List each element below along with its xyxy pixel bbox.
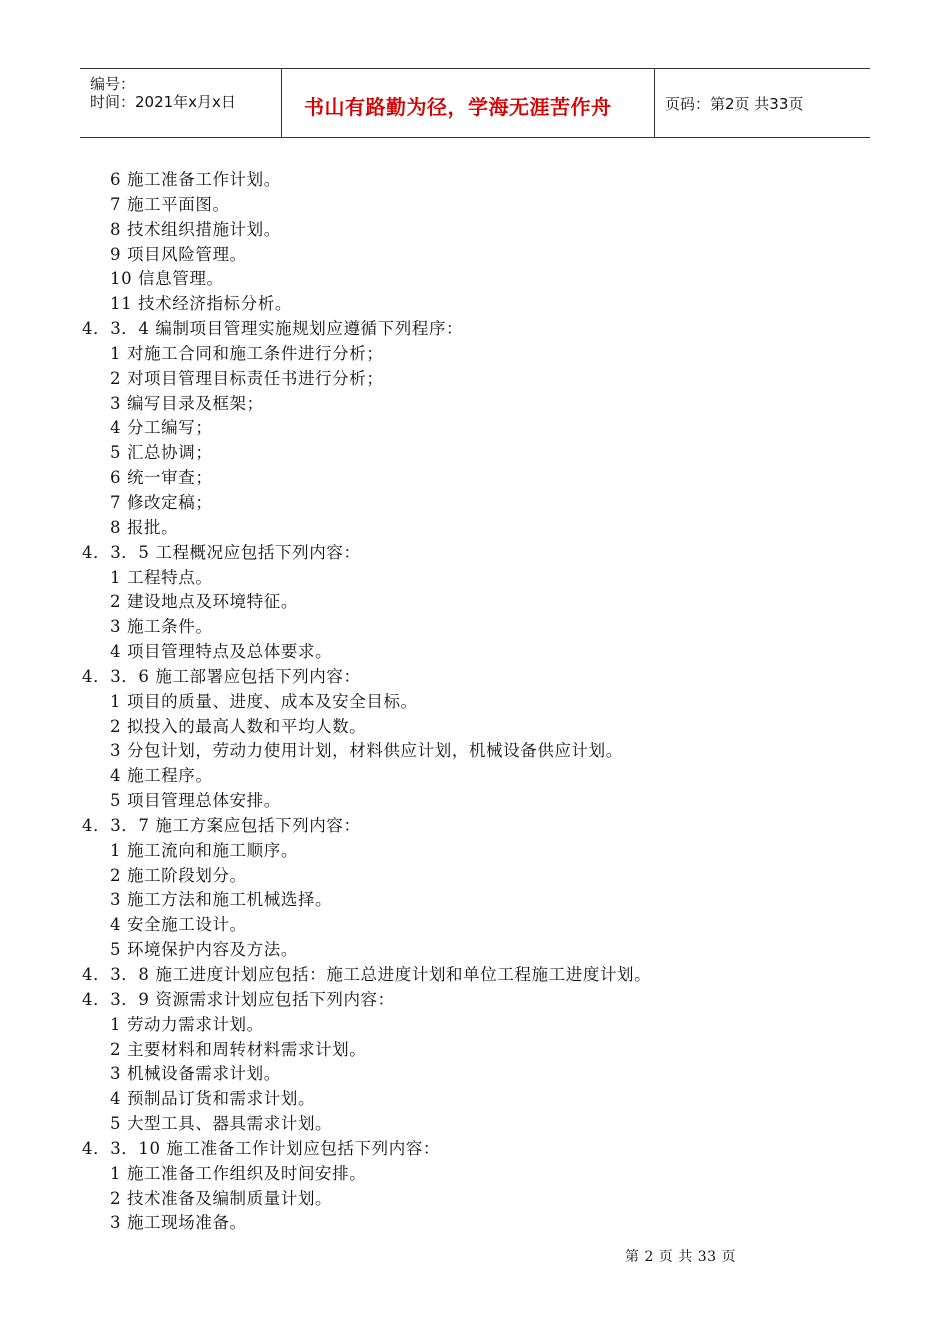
page-header xyxy=(80,68,870,138)
list-item: 2 拟投入的最高人数和平均人数。 xyxy=(110,716,367,736)
header-motto-cell xyxy=(282,69,655,137)
list-item: 1 施工准备工作组织及时间安排。 xyxy=(110,1163,367,1183)
list-item: 4 分工编写； xyxy=(110,418,213,438)
list-item: 2 技术准备及编制质量计划。 xyxy=(110,1188,333,1208)
header-page-cell xyxy=(655,69,870,137)
section-heading: 4．3．5 工程概况应包括下列内容： xyxy=(82,542,361,562)
section-heading: 4．3．6 施工部署应包括下列内容： xyxy=(82,666,361,686)
list-item: 5 环境保护内容及方法。 xyxy=(110,940,298,960)
list-item: 10 信息管理。 xyxy=(110,269,224,289)
section-heading: 4．3．4 编制项目管理实施规划应遵循下列程序： xyxy=(82,319,464,339)
list-item: 3 施工现场准备。 xyxy=(110,1213,247,1233)
list-item: 1 项目的质量、进度、成本及安全目标。 xyxy=(110,691,418,711)
list-item: 6 施工准备工作计划。 xyxy=(110,170,281,189)
list-item: 3 编写目录及框架； xyxy=(110,393,264,413)
list-item: 3 施工条件。 xyxy=(110,617,213,637)
list-item: 1 劳动力需求计划。 xyxy=(110,1014,264,1034)
list-item: 3 分包计划，劳动力使用计划，材料供应计划，机械设备供应计划。 xyxy=(110,741,623,761)
page-footer: 第 2 页 共 33 页 xyxy=(625,1249,736,1265)
number-label: 编号： xyxy=(90,75,136,93)
list-item: 5 项目管理总体安排。 xyxy=(110,791,281,811)
list-item: 7 施工平面图。 xyxy=(110,194,230,214)
list-item: 1 施工流向和施工顺序。 xyxy=(110,840,298,860)
list-item: 6 统一审查； xyxy=(110,468,213,488)
list-item: 3 机械设备需求计划。 xyxy=(110,1064,281,1084)
list-item: 4 安全施工设计。 xyxy=(110,915,247,935)
list-item: 3 施工方法和施工机械选择。 xyxy=(110,890,333,910)
list-item: 2 施工阶段划分。 xyxy=(110,865,247,885)
list-item: 7 修改定稿； xyxy=(110,492,213,512)
list-item: 1 对施工合同和施工条件进行分析； xyxy=(110,343,384,363)
section-heading: 4．3．8 施工进度计划应包括：施工总进度计划和单位工程施工进度计划。 xyxy=(82,965,652,984)
list-item: 5 汇总协调； xyxy=(110,443,213,463)
list-item: 4 项目管理特点及总体要求。 xyxy=(110,642,333,662)
list-item: 4 施工程序。 xyxy=(110,766,213,786)
list-item: 5 大型工具、器具需求计划。 xyxy=(110,1114,333,1134)
list-item: 1 工程特点。 xyxy=(110,567,213,587)
list-item: 2 对项目管理目标责任书进行分析； xyxy=(110,368,384,388)
section-heading: 4．3．10 施工准备工作计划应包括下列内容： xyxy=(82,1138,441,1158)
motto-text: 书山有路勤为径，学海无涯苦作舟 xyxy=(304,95,612,119)
document-body xyxy=(82,168,862,1236)
list-item: 9 项目风险管理。 xyxy=(110,244,247,264)
section-heading: 4．3．7 施工方案应包括下列内容： xyxy=(82,815,361,835)
section-heading: 4．3．9 资源需求计划应包括下列内容： xyxy=(82,989,395,1009)
list-item: 4 预制品订货和需求计划。 xyxy=(110,1089,316,1109)
time-label: 时间：2021年x月x日 xyxy=(90,93,236,111)
header-page-info: 页码：第2页 共33页 xyxy=(665,95,804,113)
list-item: 2 建设地点及环境特征。 xyxy=(110,592,298,612)
list-item: 8 报批。 xyxy=(110,517,179,537)
list-item: 8 技术组织措施计划。 xyxy=(110,219,281,239)
list-item: 11 技术经济指标分析。 xyxy=(110,294,292,314)
header-meta-cell xyxy=(80,69,282,137)
list-item: 2 主要材料和周转材料需求计划。 xyxy=(110,1039,367,1059)
